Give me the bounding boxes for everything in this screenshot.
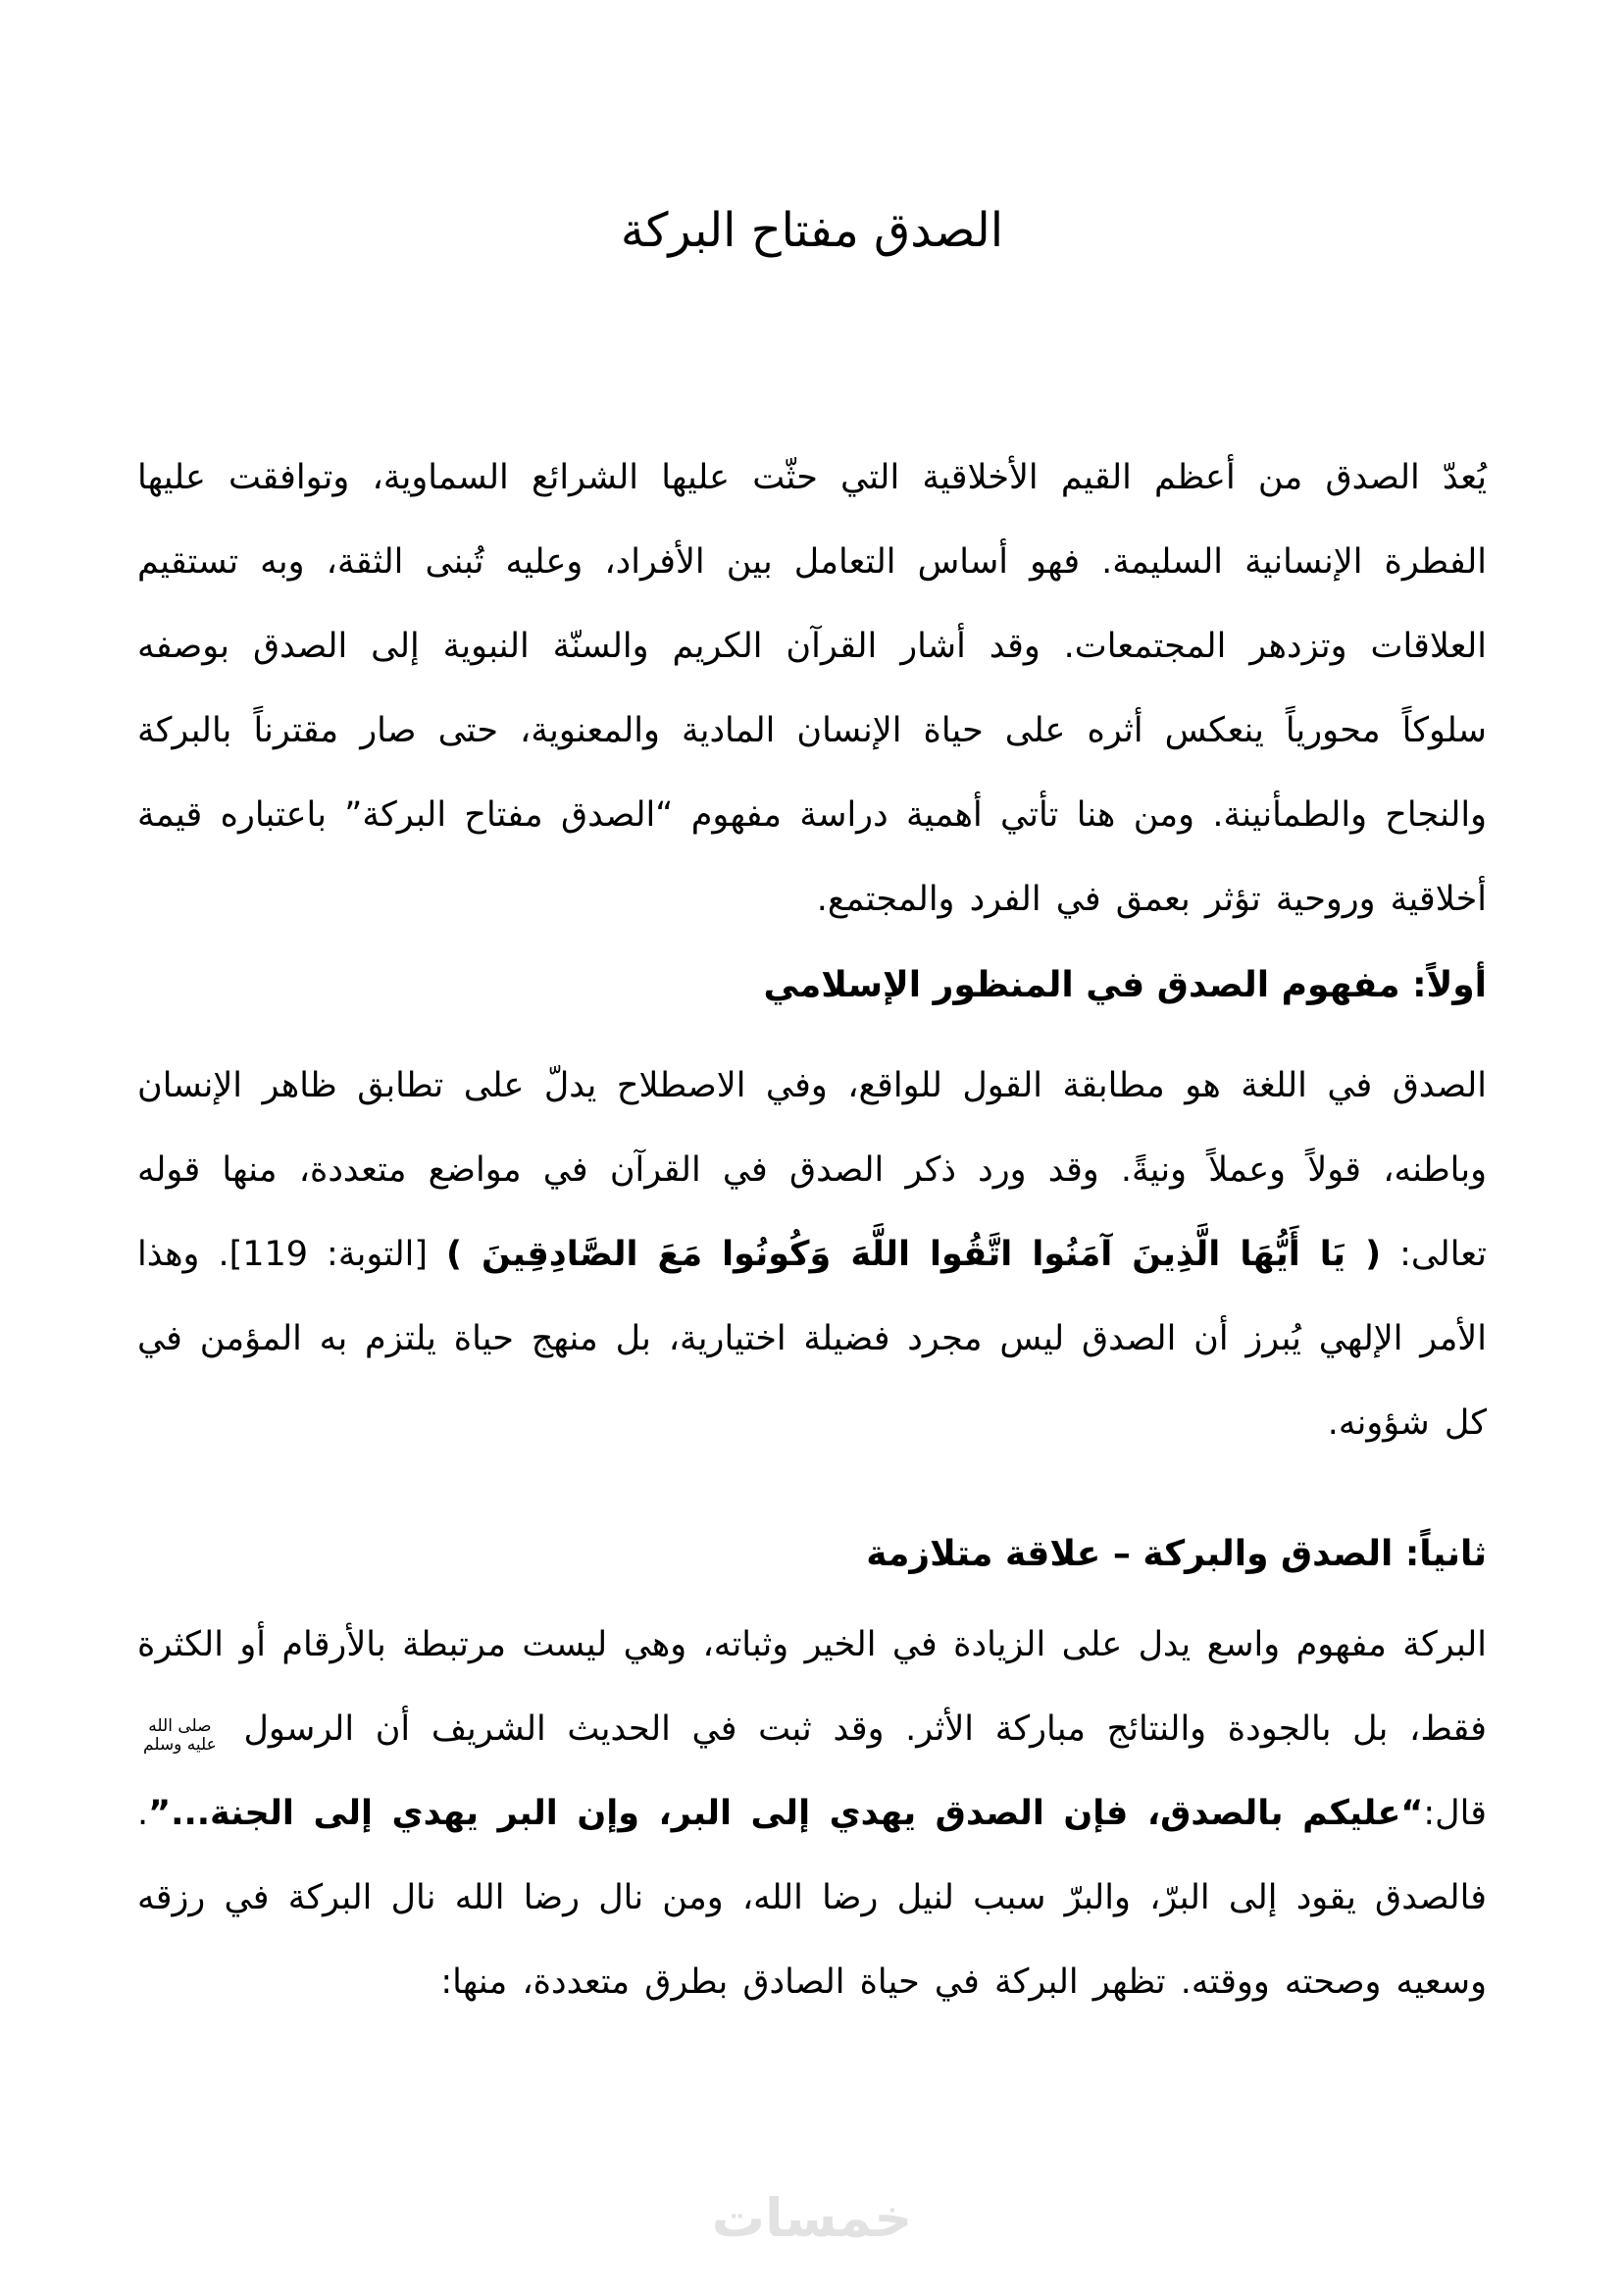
text-run: البركة مفهوم واسع يدل على الزيادة في الخير وثباته، وهي ليست مرتبطة بالأرقام أو الكثرة فقط، بل بالجودة والنتائج مباركة الأثر. وقد ثبت في الحديث الشريف أن الرسول (137, 1625, 1487, 1749)
text-run: [التوبة: 119]. وهذا الأمر الإلهي يُبرز أن الصدق ليس مجرد فضيلة اختيارية، بل منهج حياة يلتزم به المؤمن في كل شؤونه. (137, 1235, 1487, 1443)
intro-paragraph (137, 435, 1487, 942)
text-run: يُعدّ الصدق من أعظم القيم الأخلاقية التي حثّت عليها الشرائع السماوية، وتوافقت عليها الفطرة الإنسانية السليمة. فهو أساس التعامل بين الأفراد، وعليه تُبنى الثقة، وبه تستقيم العلاقات وتزدهر المجتمعات. وقد أشار القرآن الكريم والسنّة النبوية إلى الصدق بوصفه سلوكاً محورياً ينعكس أثره على حياة الإنسان المادية والمعنوية، حتى صار مقترناً بالبركة والنجاح والطمأنينة. ومن هنا تأتي أهمية دراسة مفهوم “الصدق مفتاح البركة” باعتباره قيمة أخلاقية وروحية تؤثر بعمق في الفرد والمجتمع. (137, 458, 1487, 919)
section-heading-2 (137, 1525, 1487, 1584)
section-2-paragraph (137, 1603, 1487, 2024)
khamsat-watermark: خمسات (711, 2187, 913, 2249)
salawat-mark: صلى الله عليه وسلم (143, 1716, 217, 1755)
text-run: قال: (1423, 1794, 1487, 1833)
section-heading-1 (137, 956, 1487, 1015)
section-1-paragraph (137, 1044, 1487, 1465)
text-run: . فالصدق يقود إلى البرّ، والبرّ سبب لنيل رضا الله، ومن نال رضا الله نال البركة في رزقه وسعيه وصحته ووقته. تظهر البركة في حياة الصادق بطرق متعددة، منها: (137, 1794, 1487, 2002)
document-title: الصدق مفتاح البركة (620, 203, 1004, 258)
text-run: الصدق في اللغة هو مطابقة القول للواقع، وفي الاصطلاح يدلّ على تطابق ظاهر الإنسان وباطنه، قولاً وعملاً ونيةً. وقد ورد ذكر الصدق في القرآن في مواضع متعددة، منها قوله تعالى: (137, 1066, 1487, 1274)
bold-text-run: “عليكم بالصدق، فإن الصدق يهدي إلى البر، وإن البر يهدي إلى الجنة...” (148, 1794, 1424, 1833)
bold-text-run: ( يَا أَيُّهَا الَّذِينَ آمَنُوا اتَّقُوا اللَّهَ وَكُونُوا مَعَ الصَّادِقِينَ ) (446, 1235, 1382, 1274)
document-content (137, 0, 1487, 2294)
bold-text-run: ثانياً: الصدق والبركة – علاقة متلازمة (866, 1534, 1487, 1574)
bold-text-run: أولاً: مفهوم الصدق في المنظور الإسلامي (763, 965, 1487, 1005)
